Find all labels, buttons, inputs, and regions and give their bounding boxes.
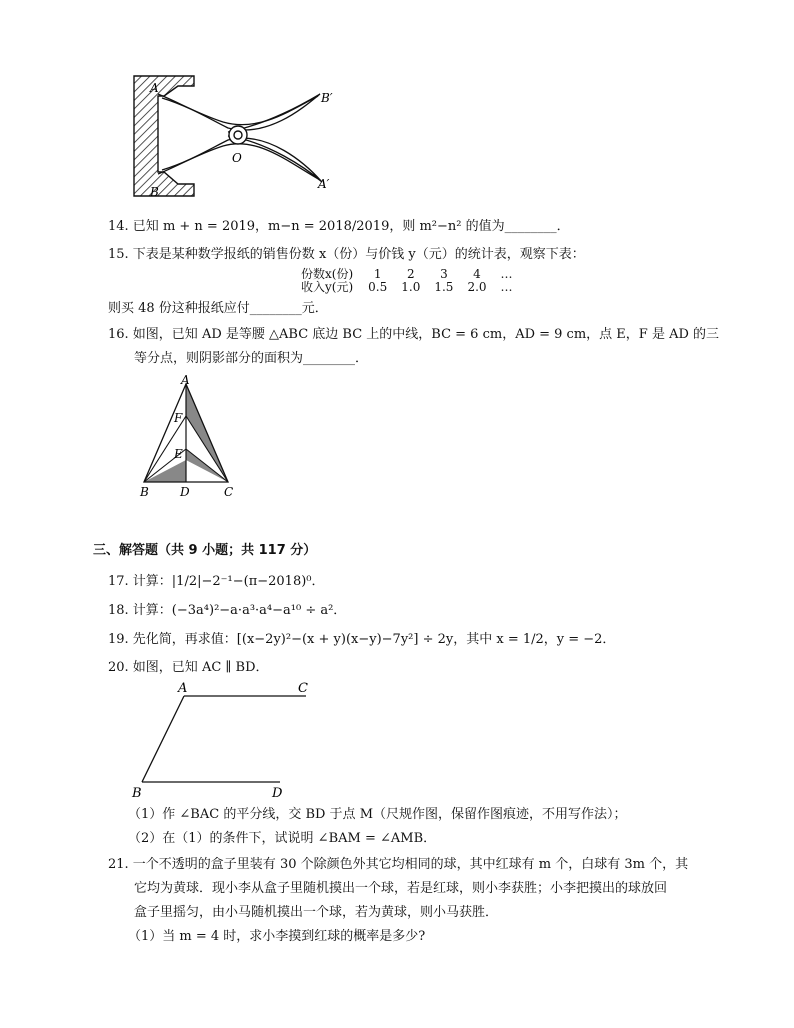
question-20: 20. 如图，已知 AC ∥ BD．	[108, 660, 269, 675]
label-a: A	[150, 81, 159, 95]
section-title: 三、解答题（共 9 小题；共 117 分）	[93, 543, 317, 558]
question-15: 15. 下表是某种数学报纸的销售份数 x（份）与价钱 y（元）的统计表，观察下表：	[108, 247, 585, 262]
hatched-bracket	[134, 76, 194, 196]
table-cell: 3	[440, 267, 448, 281]
question-20-part2: （2）在（1）的条件下，试说明 ∠BAM = ∠AMB．	[128, 831, 437, 846]
table-header-y: 收入y(元)	[301, 280, 354, 294]
table-cell: 2	[406, 267, 415, 281]
segment-ab	[142, 696, 184, 782]
question-15-after: 则买 48 份这种报纸应付________元．	[108, 301, 328, 316]
label-c: C	[224, 485, 234, 499]
pivot-outer	[229, 126, 247, 144]
question-21-line1: 21. 一个不透明的盒子里装有 30 个除颜色外其它均相同的球，其中红球有 m 个，白球有 3m 个，其	[108, 857, 689, 872]
label-b: B	[150, 185, 159, 199]
question-21-line2: 它均为黄球．现小李从盒子里随机摸出一个球，若是红球，则小李获胜；小李把摸出的球放回	[134, 881, 668, 896]
question-19: 19. 先化简，再求值：[(x−2y)²−(x + y)(x−y)−7y²] ÷ 2y，其中 x = 1/2，y = −2．	[108, 632, 616, 647]
shade-b	[144, 460, 186, 482]
table-cell: 1	[373, 267, 382, 281]
label-a-prime: A′	[318, 177, 330, 191]
label-c: C	[298, 681, 308, 696]
question-14: 14. 已知 m + n = 2019，m−n = 2018/2019，则 m²−n² 的值为________．	[108, 219, 570, 234]
label-b-prime: B′	[321, 91, 333, 105]
table-cell: 0.5	[368, 280, 388, 294]
label-f: F	[174, 411, 183, 425]
label-a: A	[178, 681, 188, 696]
table-cell: 4	[473, 267, 481, 281]
segment-ce	[186, 449, 228, 482]
parallel-figure	[128, 680, 318, 802]
question-16-line2: 等分点，则阴影部分的面积为________．	[134, 351, 369, 366]
label-d: D	[272, 786, 283, 801]
table-cell: 2.0	[467, 280, 487, 294]
table-cell: …	[500, 267, 513, 281]
label-b: B	[132, 786, 142, 801]
question-21-part1: （1）当 m = 4 时，求小李摸到红球的概率是多少?	[128, 929, 426, 944]
table-cell: 1.0	[401, 280, 421, 294]
table-cell: 1.5	[434, 280, 454, 294]
triangle-figure	[136, 374, 248, 502]
question-16-line1: 16. 如图，已知 AD 是等腰 △ABC 底边 BC 上的中线，BC = 6 cm，AD = 9 cm，点 E，F 是 AD 的三	[108, 327, 720, 342]
scissors-figure	[128, 72, 360, 200]
question-21-line3: 盒子里摇匀，由小马随机摸出一个球，若为黄球，则小马获胜．	[134, 905, 499, 920]
table-header-x: 份数x(份)	[301, 267, 354, 281]
table-row	[294, 281, 520, 294]
label-b: B	[140, 485, 149, 499]
label-a: A	[181, 374, 190, 387]
jaw-upper	[158, 94, 318, 125]
question-18: 18. 计算：(−3a⁴)²−a·a³·a⁴−a¹⁰ ÷ a²．	[108, 603, 347, 618]
question-20-part1: （1）作 ∠BAC 的平分线，交 BD 于点 M（尺规作图，保留作图痕迹，不用写作法）；	[128, 807, 627, 822]
question-17: 17. 计算：|1/2|−2⁻¹−(π−2018)⁰．	[108, 574, 325, 589]
table-cell: …	[500, 280, 513, 294]
stat-table	[294, 268, 520, 294]
label-o: O	[232, 151, 242, 165]
label-d: D	[180, 485, 190, 499]
segment-cf	[186, 416, 228, 482]
label-e: E	[174, 447, 183, 461]
